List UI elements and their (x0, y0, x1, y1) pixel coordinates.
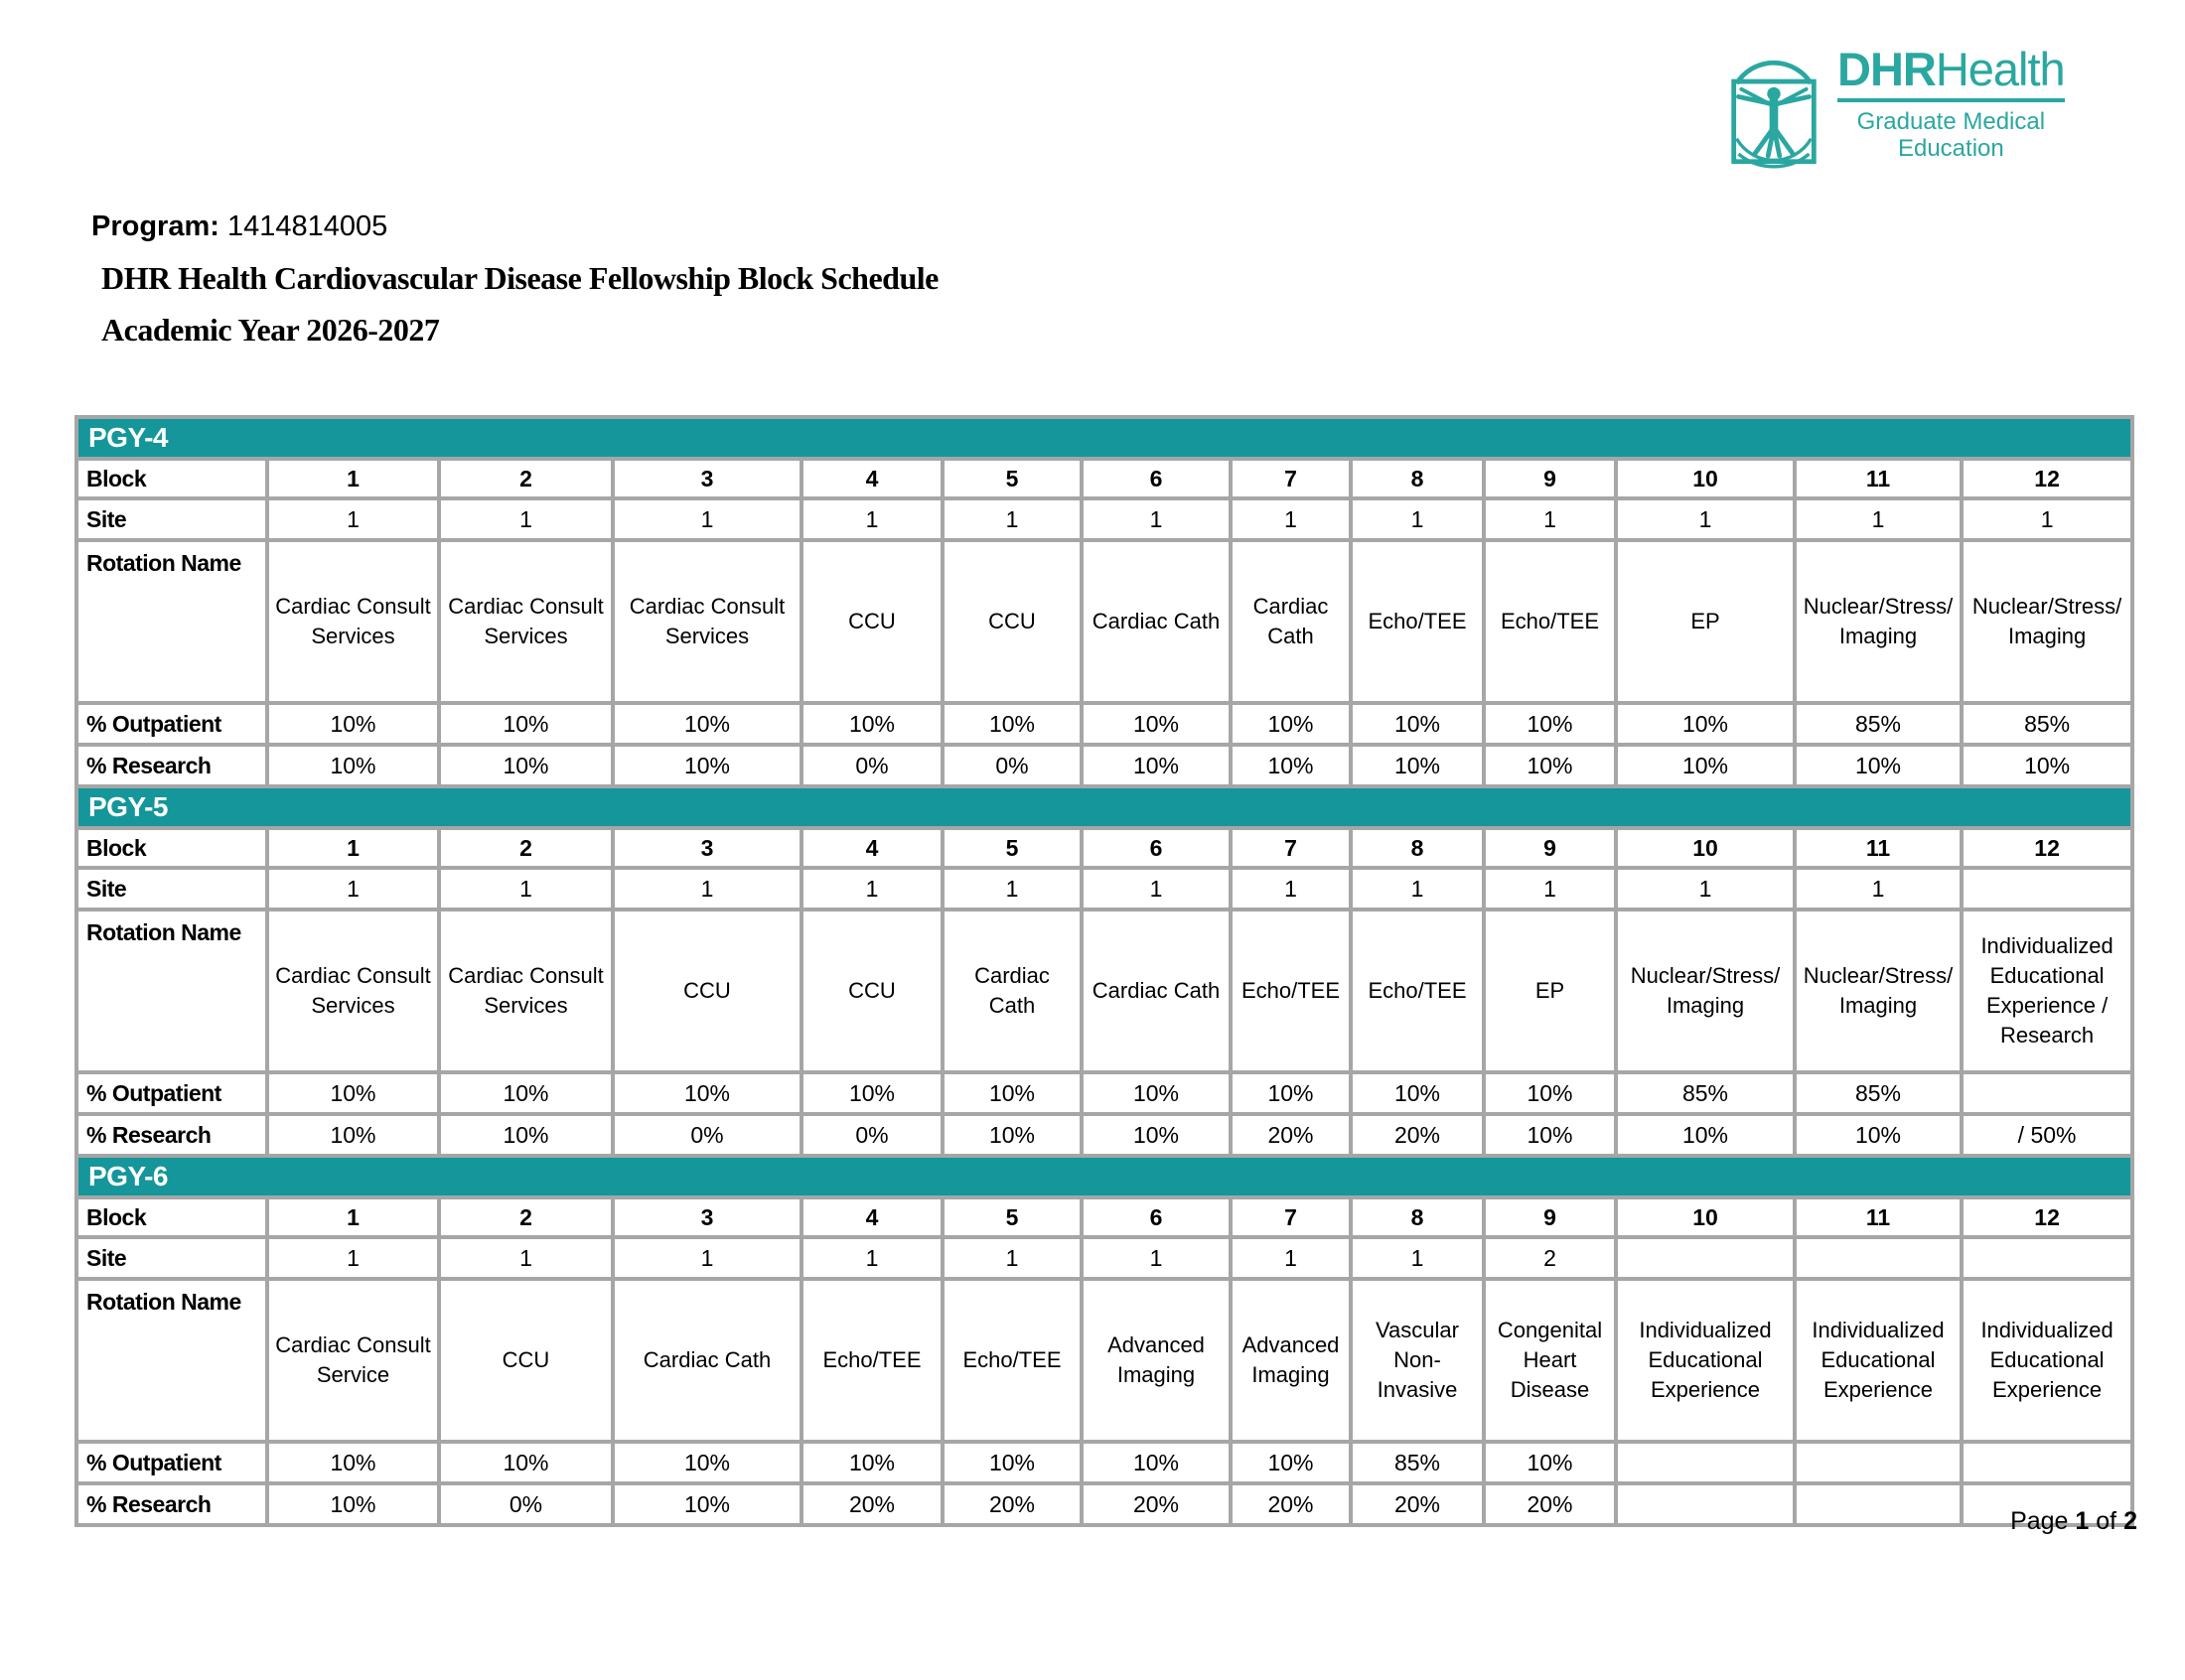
pgy-4-rotation-block-4: CCU (801, 540, 943, 703)
pgy-5-block-block-5: 5 (943, 828, 1082, 868)
pgy-6-site-block-8: 1 (1351, 1237, 1484, 1279)
logo-subtitle-line1: Graduate Medical (1856, 108, 2046, 135)
dhr-health-logo (1726, 45, 2065, 170)
pgy-5-outpatient-block-8: 10% (1351, 1072, 1484, 1114)
pgy-5-site-block-12 (1962, 868, 2132, 910)
pgy-5-site-block-4: 1 (801, 868, 943, 910)
pgy-6-outpatient-block-4: 10% (801, 1442, 943, 1483)
pgy-5-research-block-9: 10% (1484, 1114, 1616, 1156)
pgy-5-rotation-block-3: CCU (613, 910, 801, 1072)
pgy-4-block-block-7: 7 (1231, 459, 1351, 498)
pgy-4-research-block-8: 10% (1351, 745, 1484, 786)
pgy-5-site-block-2: 1 (439, 868, 613, 910)
pgy-5-research-block-11: 10% (1795, 1114, 1962, 1156)
pgy-5-outpatient-block-10: 85% (1616, 1072, 1795, 1114)
pgy-5-rotation-block-11: Nuclear/​Stress/​Imaging (1795, 910, 1962, 1072)
pgy-6-rotation-row-label: Rotation Name (76, 1279, 267, 1442)
pgy-5-outpatient-block-5: 10% (943, 1072, 1082, 1114)
pgy-6-site-block-11 (1795, 1237, 1962, 1279)
pgy-6-research-block-8: 20% (1351, 1483, 1484, 1525)
pgy-5-research-block-1: 10% (267, 1114, 439, 1156)
pgy-5-block-block-1: 1 (267, 828, 439, 868)
pgy-5-block-block-4: 4 (801, 828, 943, 868)
pgy-6-block-block-12: 12 (1962, 1197, 2132, 1237)
pgy-6-research-block-6: 20% (1082, 1483, 1231, 1525)
pgy-5-site-block-5: 1 (943, 868, 1082, 910)
pgy-4-site-block-6: 1 (1082, 498, 1231, 540)
pgy-5-outpatient-row-label: % Outpatient (76, 1072, 267, 1114)
pgy-4-outpatient-block-5: 10% (943, 703, 1082, 745)
pgy-5-site-block-11: 1 (1795, 868, 1962, 910)
pgy-5-block-block-6: 6 (1082, 828, 1231, 868)
pgy-5-rotation-block-1: Cardiac Consult Services (267, 910, 439, 1072)
pgy-4-research-block-2: 10% (439, 745, 613, 786)
section-band-pgy-5: PGY-5 (76, 786, 2132, 828)
logo-brand-dhr: DHR (1837, 43, 1936, 95)
pgy-5-rotation-block-9: EP (1484, 910, 1616, 1072)
pgy-4-outpatient-block-12: 85% (1962, 703, 2132, 745)
pgy-4-research-block-5: 0% (943, 745, 1082, 786)
pgy-4-outpatient-block-10: 10% (1616, 703, 1795, 745)
pgy-6-outpatient-block-10 (1616, 1442, 1795, 1483)
pgy-6-rotation-block-11: Individualized Educational Experience (1795, 1279, 1962, 1442)
academic-year-title: Academic Year 2026-2027 (101, 312, 440, 348)
pgy-4-site-block-1: 1 (267, 498, 439, 540)
pgy-4-block-block-3: 3 (613, 459, 801, 498)
pgy-5-research-row-label: % Research (76, 1114, 267, 1156)
pgy-6-research-block-5: 20% (943, 1483, 1082, 1525)
pgy-4-research-block-7: 10% (1231, 745, 1351, 786)
pgy-4-outpatient-block-4: 10% (801, 703, 943, 745)
pgy-4-block-block-8: 8 (1351, 459, 1484, 498)
pgy-5-outpatient-block-12 (1962, 1072, 2132, 1114)
footer-page-word: Page (2010, 1507, 2069, 1535)
pgy-6-rotation-block-6: Advanced Imaging (1082, 1279, 1231, 1442)
pgy-4-site-block-11: 1 (1795, 498, 1962, 540)
pgy-5-block-block-7: 7 (1231, 828, 1351, 868)
pgy-6-block-block-5: 5 (943, 1197, 1082, 1237)
pgy-4-site-block-8: 1 (1351, 498, 1484, 540)
pgy-6-rotation-block-2: CCU (439, 1279, 613, 1442)
pgy-4-block-block-11: 11 (1795, 459, 1962, 498)
vitruvian-man-icon (1726, 45, 1821, 170)
pgy-5-outpatient-block-7: 10% (1231, 1072, 1351, 1114)
pgy-6-outpatient-block-1: 10% (267, 1442, 439, 1483)
pgy-4-site-block-7: 1 (1231, 498, 1351, 540)
pgy-5-outpatient-block-9: 10% (1484, 1072, 1616, 1114)
pgy-4-block-block-5: 5 (943, 459, 1082, 498)
pgy-6-rotation-block-8: Vascular Non-Invasive (1351, 1279, 1484, 1442)
pgy-6-block-block-7: 7 (1231, 1197, 1351, 1237)
pgy-4-research-block-10: 10% (1616, 745, 1795, 786)
pgy-5-site-block-6: 1 (1082, 868, 1231, 910)
pgy-6-site-block-10 (1616, 1237, 1795, 1279)
pgy-4-rotation-block-7: Cardiac Cath (1231, 540, 1351, 703)
pgy-4-site-block-2: 1 (439, 498, 613, 540)
logo-subtitle (1857, 108, 2045, 162)
pgy-4-block-block-2: 2 (439, 459, 613, 498)
pgy-4-outpatient-block-7: 10% (1231, 703, 1351, 745)
pgy-4-rotation-block-6: Cardiac Cath (1082, 540, 1231, 703)
pgy-4-rotation-block-5: CCU (943, 540, 1082, 703)
pgy-5-research-block-7: 20% (1231, 1114, 1351, 1156)
section-band-pgy-4: PGY-4 (76, 417, 2132, 459)
pgy-4-rotation-block-11: Nuclear/​Stress/​Imaging (1795, 540, 1962, 703)
pgy-6-outpatient-block-5: 10% (943, 1442, 1082, 1483)
pgy-5-rotation-block-12: Individualized Educational Experience /​ Research (1962, 910, 2132, 1072)
pgy-4-block-block-9: 9 (1484, 459, 1616, 498)
pgy-6-block-block-6: 6 (1082, 1197, 1231, 1237)
pgy-4-rotation-block-1: Cardiac Consult Services (267, 540, 439, 703)
pgy-6-block-block-11: 11 (1795, 1197, 1962, 1237)
pgy-6-block-block-1: 1 (267, 1197, 439, 1237)
pgy-4-research-block-9: 10% (1484, 745, 1616, 786)
pgy-6-block-block-3: 3 (613, 1197, 801, 1237)
pgy-5-outpatient-block-1: 10% (267, 1072, 439, 1114)
pgy-6-research-block-11 (1795, 1483, 1962, 1525)
pgy-5-rotation-block-7: Echo/​TEE (1231, 910, 1351, 1072)
pgy-6-block-block-10: 10 (1616, 1197, 1795, 1237)
pgy-5-site-block-10: 1 (1616, 868, 1795, 910)
pgy-6-block-row-label: Block (76, 1197, 267, 1237)
pgy-4-block-row-label: Block (76, 459, 267, 498)
pgy-5-site-block-1: 1 (267, 868, 439, 910)
pgy-4-site-row-label: Site (76, 498, 267, 540)
footer-page-total: 2 (2123, 1507, 2137, 1535)
pgy-6-outpatient-block-7: 10% (1231, 1442, 1351, 1483)
pgy-5-block-block-10: 10 (1616, 828, 1795, 868)
pgy-4-site-block-12: 1 (1962, 498, 2132, 540)
pgy-5-rotation-block-5: Cardiac Cath (943, 910, 1082, 1072)
pgy-4-site-block-10: 1 (1616, 498, 1795, 540)
pgy-6-research-block-10 (1616, 1483, 1795, 1525)
pgy-6-block-block-4: 4 (801, 1197, 943, 1237)
pgy-5-block-block-9: 9 (1484, 828, 1616, 868)
pgy-6-research-block-1: 10% (267, 1483, 439, 1525)
pgy-4-block-block-12: 12 (1962, 459, 2132, 498)
pgy-6-research-block-7: 20% (1231, 1483, 1351, 1525)
pgy-5-research-block-3: 0% (613, 1114, 801, 1156)
pgy-4-rotation-block-12: Nuclear/​Stress/​Imaging (1962, 540, 2132, 703)
pgy-4-research-block-12: 10% (1962, 745, 2132, 786)
pgy-6-rotation-block-1: Cardiac Consult Service (267, 1279, 439, 1442)
pgy-5-block-block-2: 2 (439, 828, 613, 868)
pgy-5-research-block-2: 10% (439, 1114, 613, 1156)
pgy-4-outpatient-block-9: 10% (1484, 703, 1616, 745)
pgy-4-outpatient-block-11: 85% (1795, 703, 1962, 745)
logo-brand-line (1837, 45, 2065, 94)
pgy-5-research-block-12: /​ 50% (1962, 1114, 2132, 1156)
pgy-4-research-block-6: 10% (1082, 745, 1231, 786)
pgy-6-site-block-9: 2 (1484, 1237, 1616, 1279)
pgy-5-research-block-5: 10% (943, 1114, 1082, 1156)
pgy-4-site-block-3: 1 (613, 498, 801, 540)
pgy-6-outpatient-block-9: 10% (1484, 1442, 1616, 1483)
pgy-6-research-block-2: 0% (439, 1483, 613, 1525)
pgy-6-rotation-block-12: Individualized Educational Experience (1962, 1279, 2132, 1442)
pgy-6-rotation-block-7: Advanced Imaging (1231, 1279, 1351, 1442)
pgy-4-outpatient-block-6: 10% (1082, 703, 1231, 745)
pgy-6-site-block-3: 1 (613, 1237, 801, 1279)
pgy-5-rotation-block-10: Nuclear/​Stress/​Imaging (1616, 910, 1795, 1072)
pgy-6-research-block-9: 20% (1484, 1483, 1616, 1525)
pgy-4-rotation-block-8: Echo/​TEE (1351, 540, 1484, 703)
pgy-5-outpatient-block-2: 10% (439, 1072, 613, 1114)
pgy-6-block-block-9: 9 (1484, 1197, 1616, 1237)
pgy-6-site-block-12 (1962, 1237, 2132, 1279)
pgy-4-block-block-4: 4 (801, 459, 943, 498)
pgy-5-site-block-7: 1 (1231, 868, 1351, 910)
pgy-5-outpatient-block-11: 85% (1795, 1072, 1962, 1114)
block-schedule-table (74, 415, 2134, 1527)
pgy-5-site-block-8: 1 (1351, 868, 1484, 910)
pgy-5-block-block-12: 12 (1962, 828, 2132, 868)
pgy-4-rotation-block-9: Echo/​TEE (1484, 540, 1616, 703)
pgy-6-outpatient-block-6: 10% (1082, 1442, 1231, 1483)
pgy-4-rotation-block-3: Cardiac Consult Services (613, 540, 801, 703)
pgy-6-site-row-label: Site (76, 1237, 267, 1279)
logo-text-block (1837, 45, 2065, 162)
pgy-4-site-block-4: 1 (801, 498, 943, 540)
pgy-5-block-row-label: Block (76, 828, 267, 868)
pgy-6-site-block-5: 1 (943, 1237, 1082, 1279)
pgy-5-site-row-label: Site (76, 868, 267, 910)
pgy-4-outpatient-row-label: % Outpatient (76, 703, 267, 745)
pgy-6-rotation-block-9: Congenital Heart Disease (1484, 1279, 1616, 1442)
pgy-4-research-row-label: % Research (76, 745, 267, 786)
pgy-5-site-block-9: 1 (1484, 868, 1616, 910)
pgy-6-outpatient-block-3: 10% (613, 1442, 801, 1483)
pgy-4-outpatient-block-3: 10% (613, 703, 801, 745)
pgy-6-research-block-4: 20% (801, 1483, 943, 1525)
pgy-4-rotation-block-10: EP (1616, 540, 1795, 703)
pgy-6-block-block-8: 8 (1351, 1197, 1484, 1237)
program-label: Program: (91, 210, 219, 242)
pgy-6-outpatient-row-label: % Outpatient (76, 1442, 267, 1483)
pgy-4-outpatient-block-2: 10% (439, 703, 613, 745)
block-schedule-table-wrap (74, 415, 2134, 1527)
pgy-5-research-block-4: 0% (801, 1114, 943, 1156)
pgy-5-rotation-block-4: CCU (801, 910, 943, 1072)
logo-brand-health: Health (1935, 43, 2065, 95)
page-number-footer (2010, 1507, 2137, 1536)
footer-page-number: 1 (2075, 1507, 2090, 1535)
pgy-4-research-block-4: 0% (801, 745, 943, 786)
pgy-6-outpatient-block-11 (1795, 1442, 1962, 1483)
pgy-6-site-block-4: 1 (801, 1237, 943, 1279)
pgy-5-block-block-3: 3 (613, 828, 801, 868)
pgy-5-block-block-11: 11 (1795, 828, 1962, 868)
pgy-5-outpatient-block-4: 10% (801, 1072, 943, 1114)
pgy-5-block-block-8: 8 (1351, 828, 1484, 868)
pgy-5-outpatient-block-6: 10% (1082, 1072, 1231, 1114)
pgy-6-rotation-block-5: Echo/​TEE (943, 1279, 1082, 1442)
pgy-4-research-block-1: 10% (267, 745, 439, 786)
pgy-5-site-block-3: 1 (613, 868, 801, 910)
pgy-6-rotation-block-4: Echo/​TEE (801, 1279, 943, 1442)
pgy-6-block-block-2: 2 (439, 1197, 613, 1237)
pgy-5-rotation-block-6: Cardiac Cath (1082, 910, 1231, 1072)
pgy-6-outpatient-block-8: 85% (1351, 1442, 1484, 1483)
pgy-4-site-block-5: 1 (943, 498, 1082, 540)
footer-of-word: of (2096, 1507, 2117, 1535)
pgy-4-research-block-3: 10% (613, 745, 801, 786)
pgy-6-research-block-3: 10% (613, 1483, 801, 1525)
pgy-5-research-block-8: 20% (1351, 1114, 1484, 1156)
pgy-5-research-block-10: 10% (1616, 1114, 1795, 1156)
pgy-6-site-block-2: 1 (439, 1237, 613, 1279)
pgy-6-research-row-label: % Research (76, 1483, 267, 1525)
pgy-5-outpatient-block-3: 10% (613, 1072, 801, 1114)
pgy-5-rotation-row-label: Rotation Name (76, 910, 267, 1072)
program-line (91, 210, 387, 243)
pgy-4-outpatient-block-1: 10% (267, 703, 439, 745)
logo-divider-rule (1837, 98, 2065, 102)
pgy-4-outpatient-block-8: 10% (1351, 703, 1484, 745)
pgy-4-site-block-9: 1 (1484, 498, 1616, 540)
pgy-6-rotation-block-3: Cardiac Cath (613, 1279, 801, 1442)
pgy-4-rotation-row-label: Rotation Name (76, 540, 267, 703)
pgy-6-outpatient-block-12 (1962, 1442, 2132, 1483)
pgy-6-rotation-block-10: Individualized Educational Experience (1616, 1279, 1795, 1442)
pgy-6-outpatient-block-2: 10% (439, 1442, 613, 1483)
pgy-6-site-block-6: 1 (1082, 1237, 1231, 1279)
pgy-5-rotation-block-8: Echo/​TEE (1351, 910, 1484, 1072)
page-title: DHR Health Cardiovascular Disease Fellowship Block Schedule (101, 260, 939, 296)
pgy-5-research-block-6: 10% (1082, 1114, 1231, 1156)
pgy-5-rotation-block-2: Cardiac Consult Services (439, 910, 613, 1072)
pgy-4-rotation-block-2: Cardiac Consult Services (439, 540, 613, 703)
logo-subtitle-line2: Education (1897, 135, 2004, 162)
pgy-4-research-block-11: 10% (1795, 745, 1962, 786)
program-number: 1414814005 (226, 210, 388, 242)
pgy-4-block-block-1: 1 (267, 459, 439, 498)
pgy-6-site-block-7: 1 (1231, 1237, 1351, 1279)
pgy-4-block-block-6: 6 (1082, 459, 1231, 498)
pgy-6-site-block-1: 1 (267, 1237, 439, 1279)
pgy-4-block-block-10: 10 (1616, 459, 1795, 498)
section-band-pgy-6: PGY-6 (76, 1156, 2132, 1197)
